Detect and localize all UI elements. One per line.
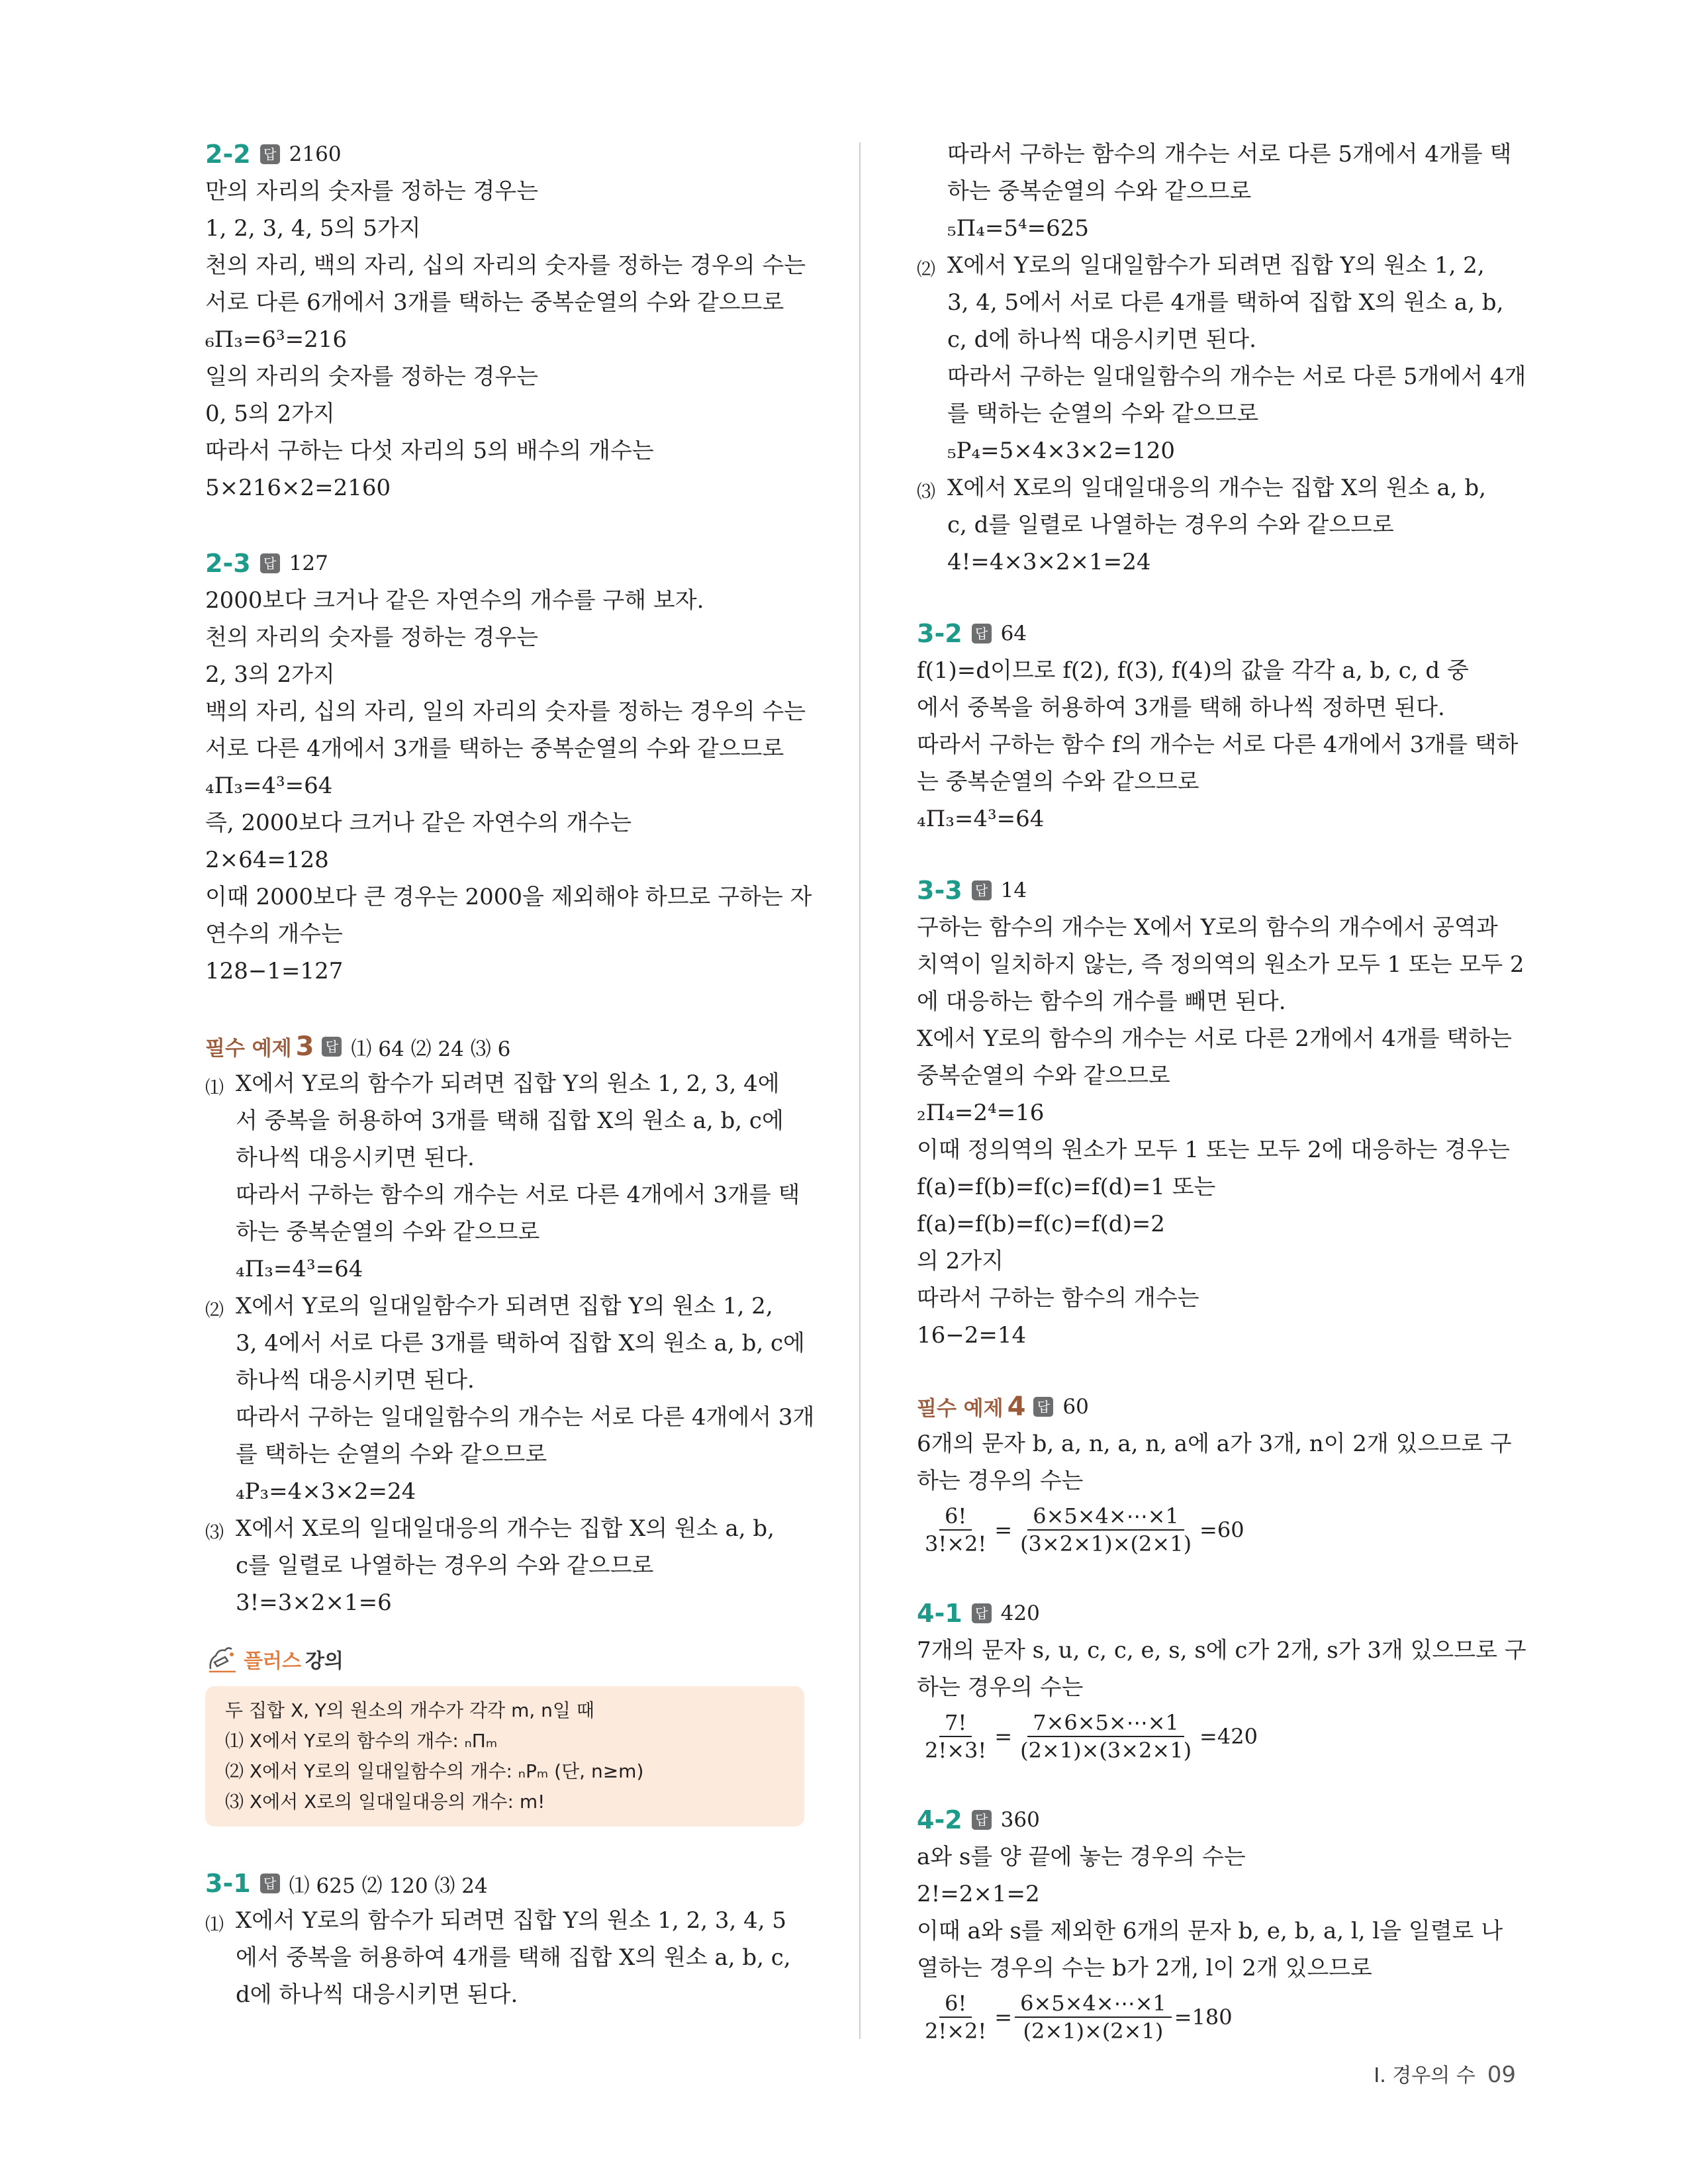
fraction-result: =60 — [1199, 1517, 1244, 1543]
answer-value: 127 — [289, 551, 328, 575]
right-column — [917, 136, 1526, 2048]
solution-line: 에 대응하는 함수의 개수를 빼면 된다. — [917, 988, 1286, 1015]
solution-line: 3, 4에서 서로 다른 3개를 택하여 집합 X의 원소 a, b, c에 — [236, 1330, 805, 1356]
plus-lecture-line: ⑶ X에서 X로의 일대일대응의 개수: m! — [225, 1791, 545, 1813]
solution-line: 따라서 구하는 함수의 개수는 서로 다른 4개에서 3개를 택 — [236, 1182, 800, 1208]
solution-line: 0, 5의 2가지 — [205, 401, 335, 427]
solution-line: 만의 자리의 숫자를 정하는 경우는 — [205, 178, 539, 205]
fraction-equation: $\frac{6!}{2!\times 2!}$ = $\frac{6\times 5\times 4\times\cdots\times 1}{(2\times 1)\times(2\times 1)}$ =180 — [917, 1987, 1516, 2048]
solution-line: 즉, 2000보다 크거나 같은 자연수의 개수는 — [205, 810, 632, 836]
solution-line: 2000보다 크거나 같은 자연수의 개수를 구해 보자. — [205, 587, 704, 614]
solution-line: 는 중복순열의 수와 같으므로 — [917, 769, 1199, 795]
solution-line: 따라서 구하는 다섯 자리의 5의 배수의 개수는 — [205, 438, 654, 464]
page-footer — [1374, 2059, 1516, 2088]
solution-line: 하나씩 대응시키면 된다. — [236, 1145, 475, 1171]
item-marker: ⑵ — [917, 258, 936, 280]
solution-line: 하는 경우의 수는 — [917, 1674, 1084, 1701]
solution-line: X에서 X로의 일대일대응의 개수는 집합 X의 원소 a, b, — [236, 1515, 774, 1542]
item-marker: ⑴ — [205, 1076, 224, 1098]
solution-line: 에서 중복을 허용하여 4개를 택해 집합 X의 원소 a, b, c, — [236, 1944, 791, 1971]
problem-4-1 — [917, 1595, 1526, 1767]
solution-line: 의 2가지 — [917, 1248, 1004, 1274]
solution-line: 에서 중복을 허용하여 3개를 택해 하나씩 정하면 된다. — [917, 694, 1445, 721]
solution-line: d에 하나씩 대응시키면 된다. — [236, 1981, 518, 2008]
sub-solution-3 — [917, 469, 1516, 581]
fraction: $\frac{7!}{2!\times 3!}$ — [925, 1710, 987, 1763]
solution-line: 천의 자리의 숫자를 정하는 경우는 — [205, 624, 539, 651]
problem-2-2 — [205, 136, 804, 506]
solution-line: 서 중복을 허용하여 3개를 택해 집합 X의 원소 a, b, c에 — [236, 1108, 784, 1134]
item-marker: ⑵ — [205, 1299, 224, 1321]
solution-line: 천의 자리, 백의 자리, 십의 자리의 숫자를 정하는 경우의 수는 — [205, 252, 806, 279]
solution-line: 따라서 구하는 일대일함수의 개수는 서로 다른 4개에서 3개 — [236, 1404, 815, 1431]
plus-lecture-title: 플러스 — [244, 1650, 301, 1673]
fraction: $\frac{7\times 6\times 5\times\cdots\times 1}{(2\times 1)\times(3\times 2\times 1)}$ — [1020, 1710, 1192, 1763]
answer-value: 14 — [1000, 878, 1027, 902]
example-3 — [205, 1028, 815, 1621]
solution-line: X에서 X로의 일대일대응의 개수는 집합 X의 원소 a, b, — [947, 475, 1486, 501]
problem-number: 3-3 — [917, 876, 962, 905]
solution-line: 열하는 경우의 수는 b가 2개, l이 2개 있으므로 — [917, 1955, 1372, 1981]
problem-3-1-continued — [917, 136, 1526, 581]
solution-line: 연수의 개수는 — [205, 921, 343, 947]
plus-lecture-header — [205, 1636, 804, 1682]
answer-tag-icon: 답 — [260, 144, 280, 164]
fraction: $\frac{6\times 5\times 4\times\cdots\times 1}{(3\times 2\times 1)\times(2\times 1)}$ — [1020, 1503, 1192, 1556]
problem-number: 2-3 — [205, 549, 251, 578]
problem-3-3 — [917, 872, 1524, 1354]
answer-value: 64 — [1000, 622, 1027, 645]
solution-line: 하는 경우의 수는 — [917, 1468, 1084, 1494]
answer-tag-icon: 답 — [972, 1810, 992, 1830]
problem-header — [917, 1595, 1516, 1632]
answer-value: ⑴ 625 ⑵ 120 ⑶ 24 — [289, 1874, 488, 1898]
answer-value: 2160 — [289, 142, 342, 166]
solution-line: 따라서 구하는 함수의 개수는 — [917, 1285, 1199, 1311]
plus-lecture-line: ⑵ X에서 Y로의 일대일함수의 개수: ₙPₘ (단, n≥m) — [225, 1760, 644, 1782]
answer-value: 60 — [1062, 1395, 1089, 1419]
left-column — [205, 136, 815, 2013]
problem-3-2 — [917, 615, 1519, 837]
solution-line: 이때 2000보다 큰 경우는 2000을 제외해야 하므로 구하는 자 — [205, 884, 812, 910]
lecture-pencil-icon — [205, 1642, 238, 1676]
answer-tag-icon: 답 — [1033, 1397, 1053, 1417]
fraction-equation: $\frac{6!}{3!\times 2!}$ = $\frac{6\times 5\times 4\times\cdots\times 1}{(3\times 2\times 1)\times(2\times 1)}$ =60 — [917, 1499, 1516, 1560]
solution-line: ₆Π₃=6³=216 — [205, 326, 348, 353]
sub-solution-3 — [205, 1510, 804, 1621]
example-label: 필수 예제 4 — [917, 1392, 1026, 1422]
solution-line: 일의 자리의 숫자를 정하는 경우는 — [205, 363, 539, 390]
solution-line: 하나씩 대응시키면 된다. — [236, 1367, 475, 1394]
solution-line: a와 s를 양 끝에 놓는 경우의 수는 — [917, 1844, 1246, 1870]
problem-number: 4-2 — [917, 1805, 962, 1834]
solution-line: X에서 Y로의 함수가 되려면 집합 Y의 원소 1, 2, 3, 4에 — [236, 1070, 780, 1097]
solution-line: 중복순열의 수와 같으므로 — [917, 1063, 1170, 1089]
solution-line: 4!=4×3×2×1=24 — [947, 549, 1151, 575]
solution-line: X에서 Y로의 함수의 개수는 서로 다른 2개에서 4개를 택하는 — [917, 1025, 1512, 1052]
example-header — [205, 1028, 804, 1065]
solution-line: f(a)=f(b)=f(c)=f(d)=1 또는 — [917, 1174, 1216, 1200]
solution-line: 3!=3×2×1=6 — [236, 1590, 392, 1616]
page-number: 09 — [1487, 2062, 1516, 2088]
fraction: $\frac{6\times 5\times 4\times\cdots\times 1}{(2\times 1)\times(2\times 1)}$ — [1015, 1990, 1172, 2044]
solution-line: X에서 Y로의 일대일함수가 되려면 집합 Y의 원소 1, 2, — [236, 1293, 773, 1319]
solution-line: ₄Π₃=4³=64 — [205, 773, 333, 799]
problem-header — [205, 1865, 804, 1902]
solution-line: 7개의 문자 s, u, c, c, e, s, s에 c가 2개, s가 3개 있으므로 구 — [917, 1637, 1526, 1664]
solution-line: f(1)=d이므로 f(2), f(3), f(4)의 값을 각각 a, b, c, d 중 — [917, 657, 1469, 684]
solution-line: 치역이 일치하지 않는, 즉 정의역의 원소가 모두 1 또는 모두 2 — [917, 951, 1524, 978]
example-4 — [917, 1388, 1516, 1560]
solution-line: 5×216×2=2160 — [205, 475, 391, 501]
solution-line: 를 택하는 순열의 수와 같으므로 — [236, 1441, 547, 1468]
fraction: $\frac{6!}{3!\times 2!}$ — [925, 1503, 987, 1556]
column-divider — [859, 142, 861, 2039]
solution-line: ₂Π₄=2⁴=16 — [917, 1100, 1045, 1126]
answer-value: 360 — [1000, 1808, 1040, 1832]
sub-solution-2 — [917, 247, 1526, 469]
solution-line: ₅P₄=5×4×3×2=120 — [947, 438, 1176, 464]
solution-line: 따라서 구하는 함수 f의 개수는 서로 다른 4개에서 3개를 택하 — [917, 732, 1519, 758]
answer-tag-icon: 답 — [972, 624, 992, 643]
sub-solution-2 — [205, 1288, 815, 1510]
problem-number: 2-2 — [205, 140, 251, 169]
solution-line: 서로 다른 6개에서 3개를 택하는 중복순열의 수와 같으므로 — [205, 289, 784, 316]
answer-tag-icon: 답 — [972, 1603, 992, 1623]
solution-line: c를 일렬로 나열하는 경우의 수와 같으므로 — [236, 1552, 654, 1579]
answer-tag-icon: 답 — [260, 553, 280, 573]
solution-line: 128−1=127 — [205, 958, 344, 984]
solution-line: 3, 4, 5에서 서로 다른 4개를 택하여 집합 X의 원소 a, b, — [947, 289, 1504, 316]
example-label: 필수 예제 3 — [205, 1031, 314, 1062]
solution-line: 2×64=128 — [205, 847, 329, 873]
solution-line: 따라서 구하는 함수의 개수는 서로 다른 5개에서 4개를 택 — [947, 141, 1512, 167]
answer-tag-icon: 답 — [260, 1874, 280, 1893]
problem-4-2 — [917, 1801, 1516, 2048]
solution-line: 이때 정의역의 원소가 모두 1 또는 모두 2에 대응하는 경우는 — [917, 1137, 1510, 1163]
problem-header — [917, 872, 1516, 909]
chapter-title: Ⅰ. 경우의 수 — [1374, 2064, 1476, 2087]
sub-solution-1 — [205, 1902, 804, 2013]
solution-line: 2, 3의 2가지 — [205, 661, 335, 688]
solution-line: 백의 자리, 십의 자리, 일의 자리의 숫자를 정하는 경우의 수는 — [205, 698, 806, 725]
solution-line: 구하는 함수의 개수는 X에서 Y로의 함수의 개수에서 공역과 — [917, 914, 1498, 941]
fraction-equation: $\frac{7!}{2!\times 3!}$ = $\frac{7\times 6\times 5\times\cdots\times 1}{(2\times 1)\times(3\times 2\times 1)}$ =420 — [917, 1706, 1516, 1767]
solution-line: X에서 Y로의 함수가 되려면 집합 Y의 원소 1, 2, 3, 4, 5 — [236, 1907, 787, 1934]
answer-tag-icon: 답 — [322, 1037, 342, 1057]
answer-tag-icon: 답 — [972, 880, 992, 900]
solution-line: X에서 Y로의 일대일함수가 되려면 집합 Y의 원소 1, 2, — [947, 252, 1485, 279]
plus-lecture-line: ⑴ X에서 Y로의 함수의 개수: ₙΠₘ — [225, 1730, 498, 1752]
solution-line: 를 택하는 순열의 수와 같으므로 — [947, 401, 1259, 427]
solution-line: f(a)=f(b)=f(c)=f(d)=2 — [917, 1211, 1165, 1237]
problem-2-3 — [205, 545, 812, 990]
solution-line: 6개의 문자 b, a, n, a, n, a에 a가 3개, n이 2개 있으므로 구 — [917, 1431, 1512, 1457]
solution-line: ₄Π₃=4³=64 — [236, 1256, 363, 1282]
answer-value: 420 — [1000, 1601, 1040, 1625]
plus-lecture — [205, 1636, 804, 1827]
solution-line: c, d에 하나씩 대응시키면 된다. — [947, 326, 1256, 353]
solution-line: ₄P₃=4×3×2=24 — [236, 1478, 416, 1505]
item-marker: ⑴ — [205, 1913, 224, 1935]
plus-lecture-title-suffix: 강의 — [305, 1650, 344, 1673]
problem-number: 4-1 — [917, 1599, 962, 1628]
problem-number: 3-1 — [205, 1869, 251, 1898]
problem-number: 3-2 — [917, 619, 962, 648]
plus-lecture-line: 두 집합 X, Y의 원소의 개수가 각각 m, n일 때 — [225, 1699, 594, 1721]
solution-line: 16−2=14 — [917, 1322, 1027, 1349]
solution-line: 따라서 구하는 일대일함수의 개수는 서로 다른 5개에서 4개 — [947, 363, 1526, 390]
solution-line: 서로 다른 4개에서 3개를 택하는 중복순열의 수와 같으므로 — [205, 736, 784, 762]
solution-line: 이때 a와 s를 제외한 6개의 문자 b, e, b, a, l, l을 일렬로 나 — [917, 1918, 1503, 1944]
solution-line: 하는 중복순열의 수와 같으므로 — [236, 1219, 540, 1245]
problem-header — [917, 615, 1516, 652]
plus-lecture-box — [205, 1686, 804, 1827]
problem-header — [917, 1801, 1516, 1838]
fraction-result: =420 — [1199, 1724, 1258, 1749]
solution-line: c, d를 일렬로 나열하는 경우의 수와 같으므로 — [947, 512, 1394, 538]
problem-3-1 — [205, 1865, 804, 2013]
solution-line: ₅Π₄=5⁴=625 — [947, 215, 1090, 242]
fraction-result: =180 — [1174, 2005, 1233, 2030]
solution-line: 1, 2, 3, 4, 5의 5가지 — [205, 215, 421, 242]
item-marker: ⑶ — [917, 481, 936, 502]
solution-line: ₄Π₃=4³=64 — [917, 806, 1045, 832]
problem-header — [205, 545, 804, 582]
fraction: $\frac{6!}{2!\times 2!}$ — [925, 1991, 987, 2044]
sub-solution-1 — [205, 1065, 804, 1288]
problem-header — [205, 136, 804, 173]
example-header — [917, 1388, 1516, 1425]
item-marker: ⑶ — [205, 1521, 224, 1543]
answer-value: ⑴ 64 ⑵ 24 ⑶ 6 — [351, 1037, 511, 1061]
solution-line: 하는 중복순열의 수와 같으므로 — [947, 178, 1252, 205]
solution-line: 2!=2×1=2 — [917, 1881, 1040, 1907]
